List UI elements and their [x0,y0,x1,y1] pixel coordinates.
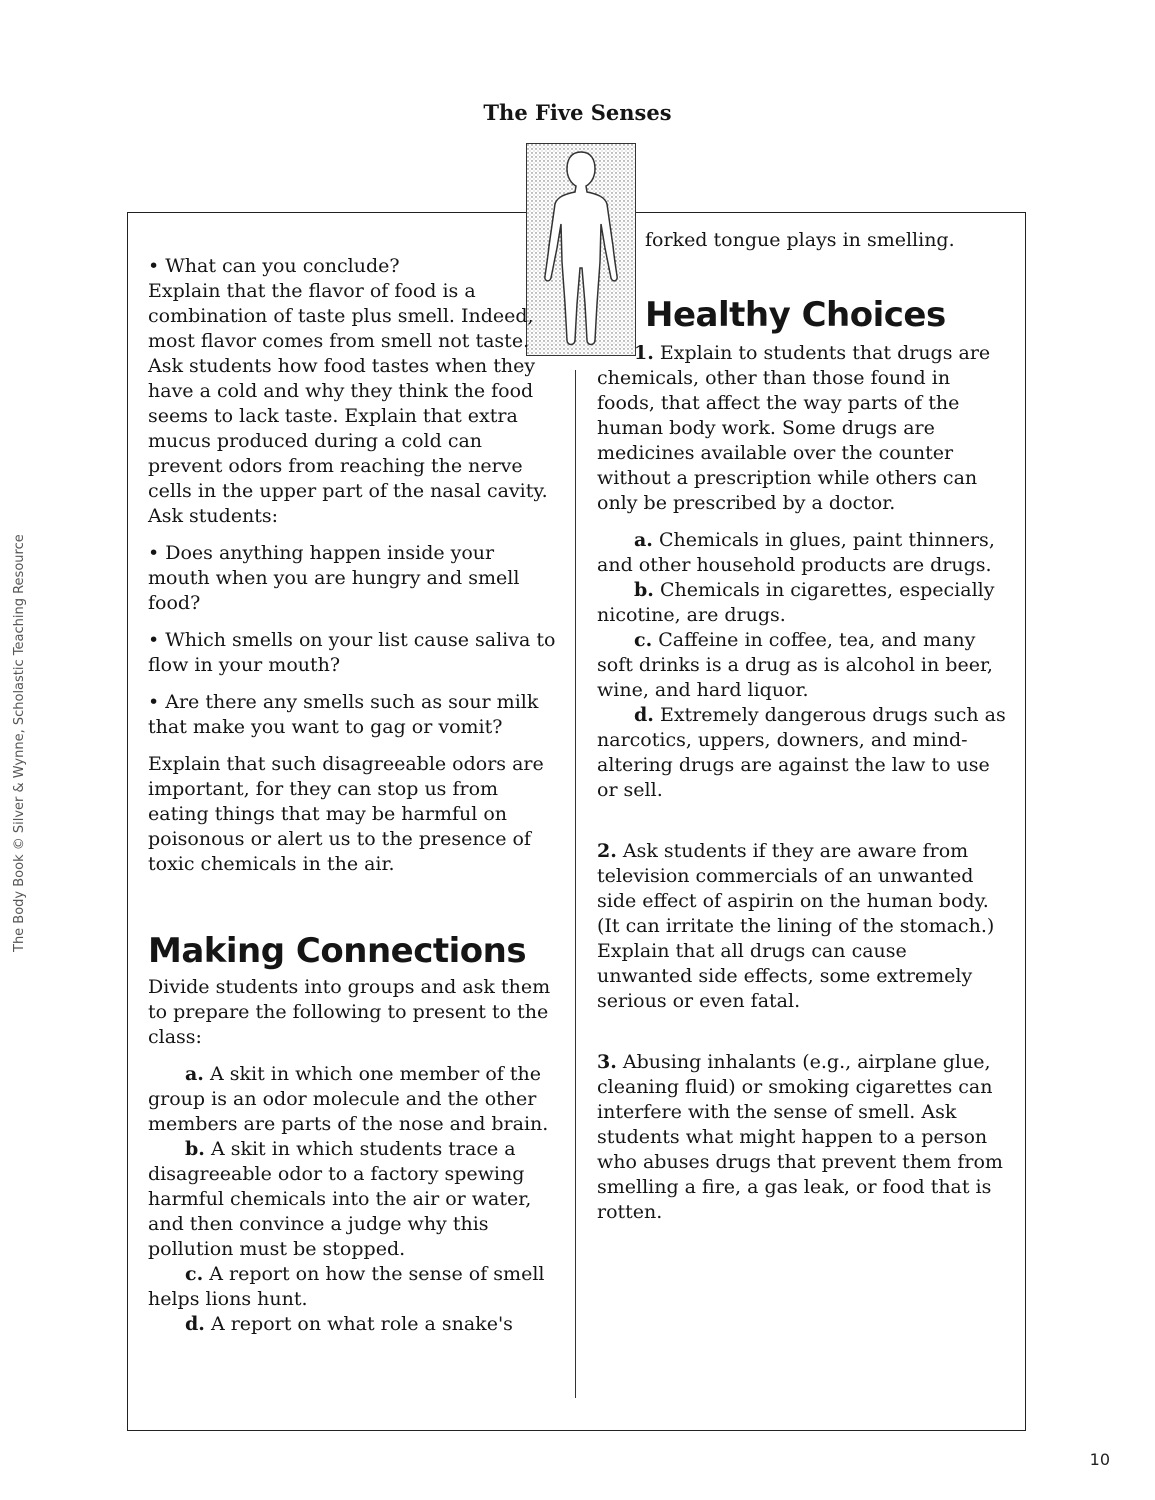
numbered-paragraph: 2. Ask students if they are aware from television commercials of an unwanted side effect of aspirin on the human body. (It can irritate the lining of the stomach.) Explain that all drugs can cause unwanted side effects, some extremely serious or even fatal. [597,840,995,1012]
page-number: 10 [1089,1450,1110,1469]
copyright-text: The Body Book © Silver & Wynne, Scholastic Teaching Resource [12,534,27,952]
copyright-sidebar [10,534,32,952]
list-item: a. Chemicals in glues, paint thinners, and other household products are drugs. [597,529,995,576]
bullet-item: • Does anything happen inside your mouth when you are hungry and smell food? [148,542,520,614]
list-item: d. A report on what role a snake's [185,1313,513,1335]
odors-explanation: Explain that such disagreeable odors are important, for they can stop us from eating things that may be harmful on poisonous or alert us to the presence of toxic chemicals in the air. [148,753,544,875]
page-header: The Five Senses [483,100,672,125]
list-item: c. Caffeine in coffee, tea, and many soft drinks is a drug as is alcohol in beer, wine, and hard liquor. [597,629,993,701]
continued-text: forked tongue plays in smelling. [645,229,955,251]
list-item: c. A report on how the sense of smell helps lions hunt. [148,1263,545,1310]
bullet-item: • Are there any smells such as sour milk that make you want to gag or vomit? [148,691,539,738]
numbered-paragraph: 1. Explain to students that drugs are chemicals, other than those found in foods, that affect the way parts of the human body work. Some drugs are medicines available over the counter without a prescription while others can only be prescribed by a doctor. [597,342,991,514]
bullet-item: • Which smells on your list cause saliva to flow in your mouth? [148,629,556,676]
right-column [597,228,1007,1225]
list-item: d. Extremely dangerous drugs such as narcotics, uppers, downers, and mind-altering drugs are against the law to use or sell. [597,704,1006,801]
list-item: b. A skit in which students trace a disagreeable odor to a factory spewing harmful chemicals into the air or water, and then convince a judge why this pollution must be stopped. [148,1138,532,1260]
left-column [148,254,560,1337]
column-divider [575,370,576,1398]
ask-students-label: Ask students: [148,505,279,527]
connections-intro: Divide students into groups and ask them to prepare the following to present to the class: [148,976,551,1048]
list-item: a. A skit in which one member of the group is an odor molecule and the other members are parts of the nose and brain. [148,1063,549,1135]
flavor-explanation: Explain that the flavor of food is a combination of taste plus smell. Indeed, most flavor comes from smell not taste. Ask students how food tastes when they have a cold and why they think the food seems to lack taste. Explain that extra mucus produced during a cold can prevent odors from reaching the nerve cells in the upper part of the nasal cavity. [148,280,548,502]
numbered-paragraph: 3. Abusing inhalants (e.g., airplane glue, cleaning fluid) or smoking cigarettes can interfere with the sense of smell. Ask students what might happen to a person who abuses drugs that prevent them from smelling a fire, a gas leak, or food that is rotten. [597,1051,1003,1223]
section-heading-making-connections: Making Connections [148,931,527,971]
list-item: b. Chemicals in cigarettes, especially nicotine, are drugs. [597,579,995,626]
question-conclude: • What can you conclude? [148,255,400,277]
section-heading-healthy-choices: Healthy Choices [645,295,946,335]
